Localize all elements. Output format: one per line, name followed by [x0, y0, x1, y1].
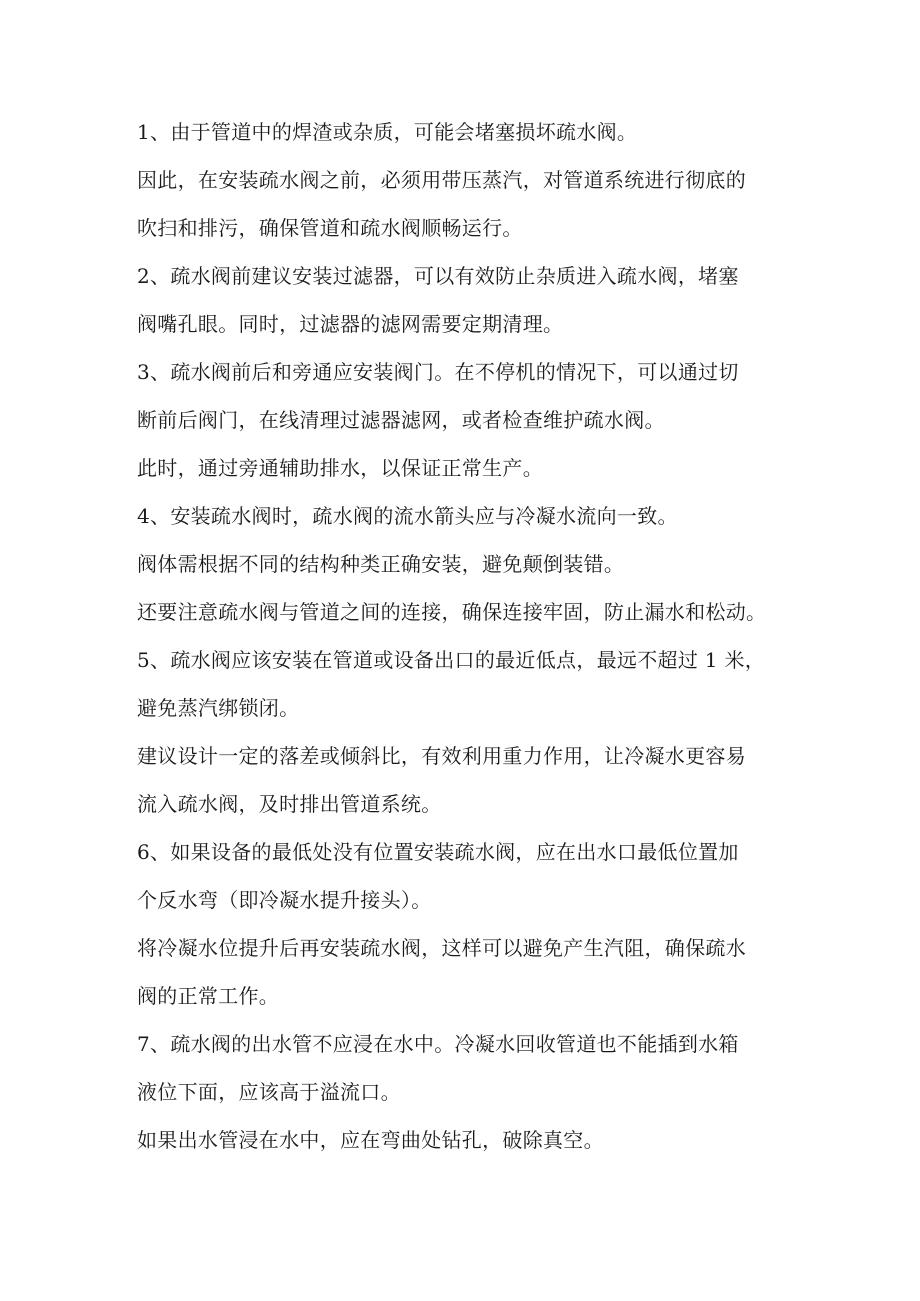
text-line: 7、疏水阀的出水管不应浸在水中。冷凝水回收管道也不能插到水箱: [137, 1032, 739, 1056]
text-line: 6、如果设备的最低处没有位置安装疏水阀，应在出水口最低位置加: [137, 840, 739, 864]
document-body: [137, 108, 807, 1164]
text-line: 如果出水管浸在水中，应在弯曲处钻孔，破除真空。: [137, 1128, 604, 1152]
text-line: 因此，在安装疏水阀之前，必须用带压蒸汽，对管道系统进行彻底的: [137, 168, 746, 192]
text-line: 将冷凝水位提升后再安装疏水阀，这样可以避免产生汽阻，确保疏水: [137, 936, 746, 960]
text-line: 建议设计一定的落差或倾斜比，有效利用重力作用，让冷凝水更容易: [137, 744, 746, 768]
text-line: 流入疏水阀，及时排出管道系统。: [137, 792, 442, 816]
text-line: 阀体需根据不同的结构种类正确安装，避免颠倒装错。: [137, 552, 625, 576]
text-line: 阀嘴孔眼。同时，过滤器的滤网需要定期清理。: [137, 312, 564, 336]
text-line: 3、疏水阀前后和旁通应安装阀门。在不停机的情况下，可以通过切: [137, 360, 739, 384]
text-line: 阀的正常工作。: [137, 984, 280, 1008]
text-line: 吹扫和排污，确保管道和疏水阀顺畅运行。: [137, 216, 523, 240]
text-line: 1、由于管道中的焊渣或杂质，可能会堵塞损坏疏水阀。: [137, 120, 638, 144]
text-line: 断前后阀门，在线清理过滤器滤网，或者检查维护疏水阀。: [137, 408, 665, 432]
text-line: 5、疏水阀应该安装在管道或设备出口的最近低点，最远不超过 1 米，: [137, 648, 766, 672]
text-line: 2、疏水阀前建议安装过滤器，可以有效防止杂质进入疏水阀，堵塞: [137, 264, 739, 288]
text-line: 4、安装疏水阀时，疏水阀的流水箭头应与冷凝水流向一致。: [137, 504, 678, 528]
text-line: 个反水弯（即冷凝水提升接头）。: [137, 888, 432, 912]
text-line: 此时，通过旁通辅助排水，以保证正常生产。: [137, 456, 543, 480]
text-line: 液位下面，应该高于溢流口。: [137, 1080, 401, 1104]
text-line: 避免蒸汽绑锁闭。: [137, 696, 300, 720]
text-line: 还要注意疏水阀与管道之间的连接，确保连接牢固，防止漏水和松动。: [137, 600, 767, 624]
